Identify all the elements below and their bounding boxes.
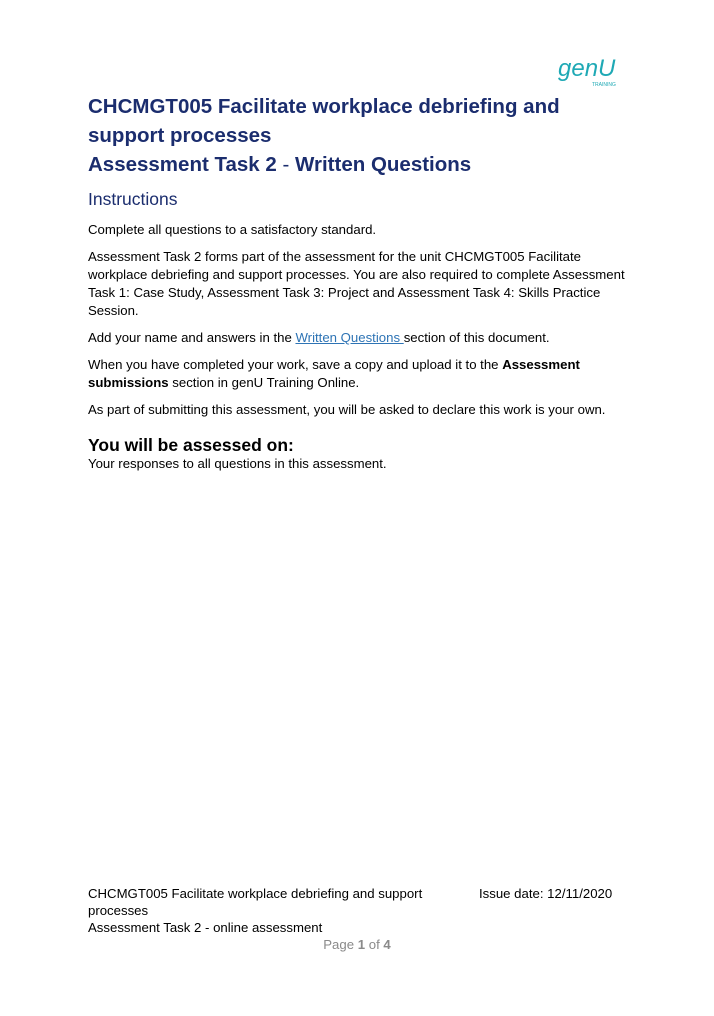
written-questions-link[interactable]: Written Questions	[295, 330, 404, 345]
assessed-heading: You will be assessed on:	[88, 435, 294, 455]
page-number	[0, 936, 714, 953]
footer-assessment-task: Assessment Task 2 - online assessment	[88, 920, 323, 935]
main-content	[88, 92, 633, 473]
subtitle-dash: -	[282, 153, 290, 176]
genu-logo	[556, 50, 628, 90]
p4-after: section in genU Training Online.	[168, 375, 360, 390]
subtitle-part2: Written Questions	[295, 153, 472, 176]
instructions-paragraph-3	[88, 329, 633, 347]
logo-tagline: TRAINING	[592, 82, 616, 88]
footer-unit-title: CHCMGT005 Facilitate workplace debriefing and support processes	[88, 886, 423, 918]
page-current: 1	[357, 937, 366, 952]
instructions-paragraph-5: As part of submitting this assessment, you will be asked to declare this work is your own.	[88, 402, 606, 417]
instructions-paragraph-4	[88, 356, 633, 392]
page-label: Page	[323, 937, 355, 952]
assessed-text: Your responses to all questions in this assessment.	[88, 456, 387, 471]
p3-after: section of this document.	[403, 330, 550, 345]
document-title: CHCMGT005 Facilitate workplace debriefing and support processes	[88, 95, 560, 147]
instructions-paragraph-1: Complete all questions to a satisfactory standard.	[88, 222, 377, 237]
footer-issue-date: Issue date: 12/11/2020	[479, 886, 613, 901]
page-total: 4	[383, 937, 391, 952]
instructions-paragraph-2: Assessment Task 2 forms part of the assessment for the unit CHCMGT005 Facilitate workplace debriefing and support processes. You are also required to complete Assessment Task 1: Case Study, Assessment Task 3: Project and Assessment Task 4: Skills Practice Session.	[88, 249, 625, 318]
p4-before: When you have completed your work, save a copy and upload it to the	[88, 357, 503, 372]
subtitle-part1: Assessment Task 2	[88, 153, 277, 176]
p3-before: Add your name and answers in the	[88, 330, 296, 345]
assessment-submissions-text: Assessment submissions	[88, 357, 580, 390]
document-subtitle	[88, 150, 633, 179]
logo-text: genU	[558, 55, 616, 82]
instructions-heading: Instructions	[88, 189, 178, 209]
page-of: of	[368, 937, 380, 952]
